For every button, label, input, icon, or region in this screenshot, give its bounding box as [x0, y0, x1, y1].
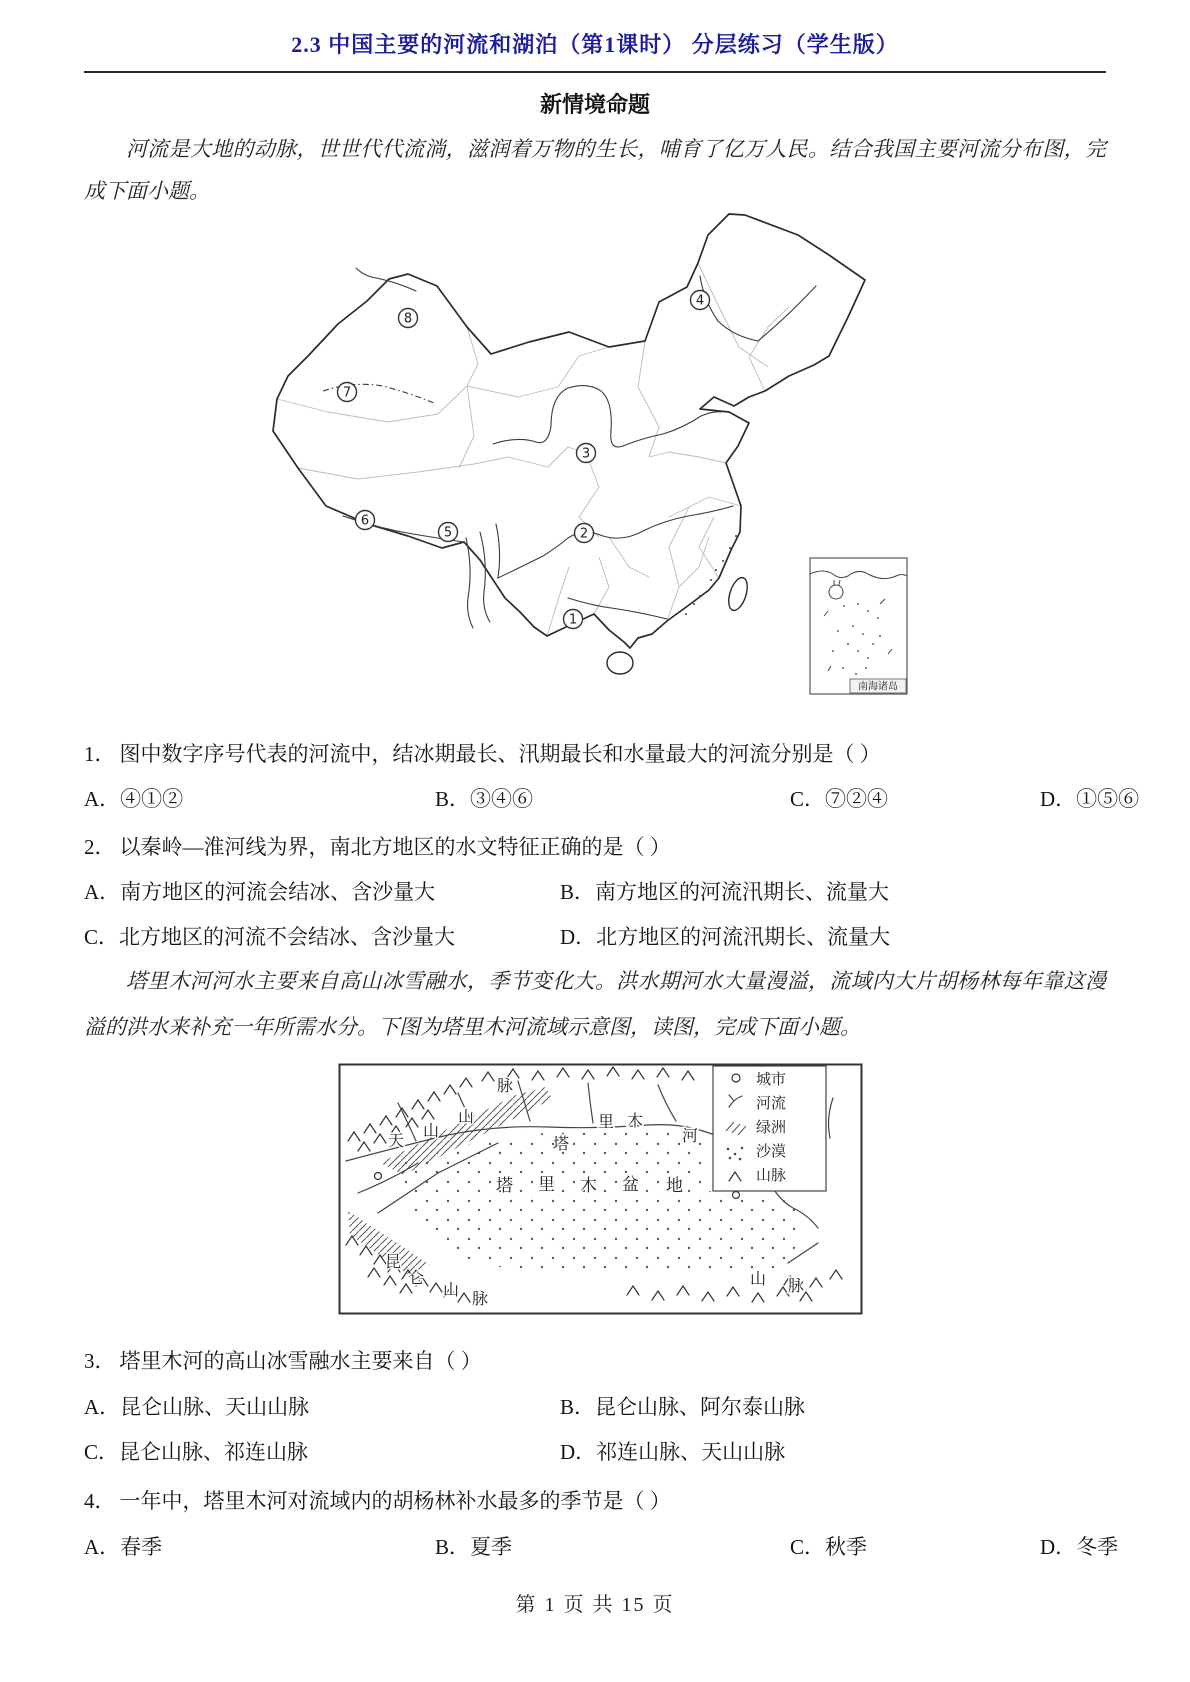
question-1 — [84, 738, 1144, 768]
svg-text:里: 里 — [538, 1175, 556, 1194]
marker-6 — [356, 511, 375, 530]
svg-text:山: 山 — [457, 1109, 475, 1126]
river-markers — [338, 291, 710, 629]
option-2d: D．北方地区的河流汛期长、流量大 — [560, 925, 891, 949]
province-borders — [277, 263, 789, 636]
svg-text:河: 河 — [681, 1128, 699, 1145]
svg-text:山: 山 — [422, 1123, 440, 1140]
svg-text:城市: 城市 — [756, 1072, 787, 1088]
question-3-options-cd — [84, 1436, 1164, 1468]
rivers — [323, 268, 816, 628]
svg-text:山: 山 — [749, 1271, 767, 1288]
option-1d: D．①⑤⑥ — [1040, 787, 1140, 811]
marker-1 — [564, 610, 583, 629]
option-4a: A．春季 — [84, 1535, 163, 1559]
svg-text:脉: 脉 — [496, 1078, 514, 1095]
option-1b: B．③④⑥ — [435, 787, 534, 811]
svg-text:木: 木 — [626, 1113, 644, 1130]
question-3 — [84, 1345, 1144, 1375]
question-4-number: 4． — [84, 1489, 116, 1513]
marker-8 — [399, 309, 418, 328]
option-3c: C．昆仑山脉、祁连山脉 — [84, 1440, 309, 1464]
question-4-options — [84, 1531, 1164, 1563]
map-legend — [713, 1066, 826, 1191]
option-1a: A．④①② — [84, 787, 184, 811]
svg-text:塔: 塔 — [552, 1136, 570, 1153]
irtysh-river — [356, 268, 416, 291]
question-1-number: 1． — [84, 742, 116, 766]
option-4c: C．秋季 — [790, 1535, 868, 1559]
question-1-text: 图中数字序号代表的河流中，结冰期最长、汛期最长和水量最大的河流分别是（ ） — [119, 742, 881, 766]
section-heading: 新情境命题 — [539, 92, 650, 117]
marker-4 — [691, 291, 710, 310]
intro-paragraph-tarim: 塔里木河河水主要来自高山冰雪融水，季节变化大。洪水期河水大量漫溢，流域内大片胡杨林每年靠这漫溢的洪水来补充一年所需水分。下图为塔里木河流域示意图，读图，完成下面小题。 — [84, 969, 1106, 1039]
svg-text:8: 8 — [403, 311, 413, 327]
svg-text:沙漠: 沙漠 — [756, 1144, 787, 1160]
option-4b: B．夏季 — [435, 1535, 513, 1559]
question-2-options-cd — [84, 921, 1164, 953]
page-title: 2.3 中国主要的河流和湖泊（第1课时） 分层练习（学生版） — [291, 32, 899, 57]
hainan-island — [607, 652, 633, 674]
option-3d: D．祁连山脉、天山山脉 — [560, 1440, 786, 1464]
svg-text:7: 7 — [342, 385, 352, 401]
svg-text:河流: 河流 — [756, 1096, 787, 1112]
marker-5 — [439, 523, 458, 542]
question-3-options-ab — [84, 1391, 1164, 1423]
option-1c: C．⑦②④ — [790, 787, 889, 811]
taiwan-island — [725, 575, 751, 612]
question-1-options — [84, 783, 1164, 815]
yangtze-river — [496, 506, 733, 578]
svg-text:2: 2 — [579, 526, 589, 542]
pearl-river — [568, 598, 667, 619]
page-number: 第 1 页 共 15 页 — [515, 1594, 675, 1616]
svg-text:山: 山 — [442, 1282, 460, 1299]
svg-text:塔: 塔 — [496, 1176, 514, 1195]
question-4 — [84, 1485, 1144, 1515]
svg-text:4: 4 — [695, 293, 705, 309]
svg-text:仑: 仑 — [407, 1270, 425, 1287]
svg-text:盆: 盆 — [622, 1175, 640, 1194]
question-2 — [84, 831, 1144, 861]
inset-label: 南海诸岛 — [858, 681, 898, 693]
marker-3 — [577, 444, 596, 463]
option-4d: D．冬季 — [1040, 1535, 1119, 1559]
svg-text:5: 5 — [443, 525, 453, 541]
svg-text:绿洲: 绿洲 — [756, 1120, 787, 1136]
question-4-text: 一年中，塔里木河对流域内的胡杨林补水最多的季节是（ ） — [119, 1489, 671, 1513]
altun-range — [627, 1270, 842, 1302]
svg-text:地: 地 — [666, 1176, 684, 1195]
svg-text:1: 1 — [568, 612, 578, 628]
svg-text:昆: 昆 — [384, 1254, 402, 1271]
svg-text:里: 里 — [597, 1114, 615, 1131]
nen-songhua-river — [700, 276, 816, 341]
lancang-river — [480, 532, 490, 622]
svg-text:3: 3 — [581, 446, 591, 462]
marker-7 — [338, 383, 357, 402]
china-outline — [273, 214, 865, 648]
option-3b: B．昆仑山脉、阿尔泰山脉 — [560, 1395, 806, 1419]
question-3-number: 3． — [84, 1349, 116, 1373]
svg-text:脉: 脉 — [787, 1278, 805, 1295]
south-china-sea-inset — [810, 558, 907, 694]
svg-text:木: 木 — [580, 1176, 598, 1195]
question-3-text: 塔里木河的高山冰雪融水主要来自（ ） — [119, 1349, 482, 1373]
tarim-basin-map — [338, 1063, 863, 1315]
svg-text:天: 天 — [387, 1133, 405, 1150]
option-3a: A．昆仑山脉、天山山脉 — [84, 1395, 310, 1419]
marker-2 — [575, 524, 594, 543]
intro-paragraph-rivers: 河流是大地的动脉，世世代代流淌，滋润着万物的生长，哺育了亿万人民。结合我国主要河流分布图，完成下面小题。 — [84, 137, 1106, 203]
option-2b: B．南方地区的河流汛期长、流量大 — [560, 880, 890, 904]
china-rivers-map — [268, 206, 924, 698]
header-divider — [84, 71, 1106, 73]
svg-text:山脉: 山脉 — [756, 1168, 787, 1184]
option-2c: C．北方地区的河流不会结冰、含沙量大 — [84, 925, 456, 949]
svg-text:脉: 脉 — [471, 1291, 489, 1308]
question-2-options-ab — [84, 876, 1164, 908]
question-2-text: 以秦岭—淮河线为界，南北方地区的水文特征正确的是（ ） — [119, 835, 671, 859]
option-2a: A．南方地区的河流会结冰、含沙量大 — [84, 880, 436, 904]
question-2-number: 2． — [84, 835, 116, 859]
svg-text:6: 6 — [360, 513, 370, 529]
